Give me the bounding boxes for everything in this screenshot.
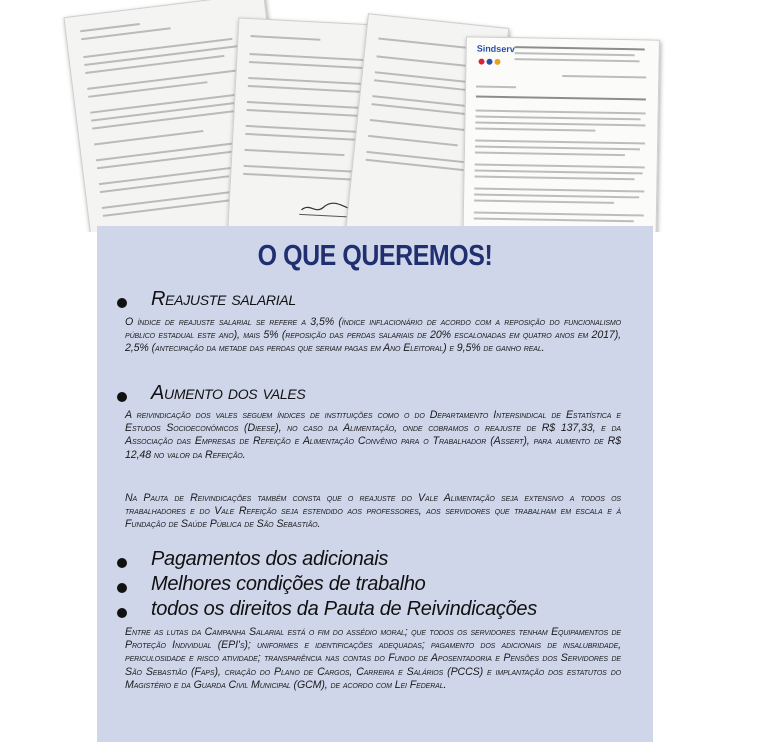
document-letter [462, 36, 660, 232]
section-paragraph: O índice de reajuste salarial se refere a 3,5% (índice inflacionário de acordo com a reposição do funcionalismo público estadual este ano), mais 5% (reposição das perdas salariais de 20% escalonadas em quatro anos em 2017), 2,5% (antecipação da metade das perdas que seriam pagas em Ano Eleitoral) e 9,5% de ganho real. [125, 316, 621, 355]
section-heading-condicoes: Melhores condições de trabalho [151, 573, 426, 595]
section-paragraph: Entre as lutas da Campanha Salarial está o fim do assédio moral; que todos os servidores tenham Equipamentos de Proteção Individual (EPI's); uniformes e identificações adequadas; pagamento dos adicionais de insalubridade, periculosidade e risco atividade; transparência nas contas do Fundo de Aposentadoria e Pensões dos Servidores de São Sebastião (Faps), criação do Plano de Cargos, Carreira e Salários (PCCS) e implantação dos estatutos do Magistério e da Guarda Civil Municipal (GCM), de acordo com Lei Federal. [125, 626, 621, 691]
bullet-icon [117, 392, 127, 402]
section-paragraph: A reivindicação dos vales seguem índices de instituições como o do Departamento Intersindical de Estatística e Estudos Socioeconômicos (Dieese), no caso da Alimentação, onde cobramos o reajuste de R$ 137,33, e da Associação das Empresas de Refeição e Alimentação Convênio para o Trabalhador (Assert), para aumento de R$ 12,48 no valor da Refeição. [125, 409, 621, 461]
demands-panel [97, 226, 653, 742]
sindserv-logo: Sindserv [476, 44, 506, 65]
section-heading-vales: Aumento dos vales [151, 382, 306, 404]
bullet-icon [117, 608, 127, 618]
section-heading-direitos: todos os direitos da Pauta de Reivindicações [151, 598, 537, 620]
section-paragraph: Na Pauta de Reivindicações também consta que o reajuste do Vale Alimentação seja extensivo a todos os trabalhadores e do Vale Refeição seja estendido aos professores, aos servidores que trabalham em escala e à Fundação de Saúde Pública de São Sebastião. [125, 492, 621, 531]
section-heading-adicionais: Pagamentos dos adicionais [151, 548, 389, 570]
documents-photo [0, 0, 772, 232]
bullet-icon [117, 558, 127, 568]
bullet-icon [117, 583, 127, 593]
section-heading-reajuste: Reajuste salarial [151, 288, 296, 310]
bullet-icon [117, 298, 127, 308]
panel-title: O QUE QUEREMOS! [257, 240, 493, 272]
